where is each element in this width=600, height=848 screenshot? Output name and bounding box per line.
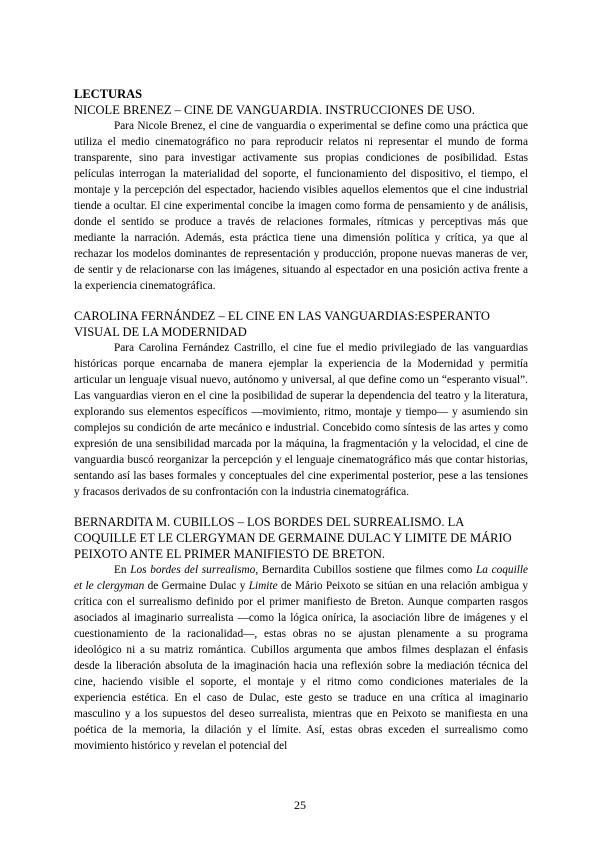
film-title: Los bordes del surrealismo xyxy=(130,564,256,576)
section-label: LECTURAS xyxy=(74,87,143,101)
section-body: Para Carolina Fernández Castrillo, el cine fue el medio privilegiado de las vanguardias históricas porque encarnaba de manera ejemplar la experiencia de la Modernidad y permitía articular un lenguaje visual nuevo, autónomo y universal, al que define como un “esperanto visual”. Las vanguardias vieron en el cine la posibilidad de superar la dependencia del teatro y la literatura, explorando sus elementos específicos —movimiento, ritmo, montaje y tiempo— y asumiendo sin complejos su condición de arte mecánico e industrial. Concebido como síntesis de las artes y como expresión de una sensibilidad marcada por la máquina, la fragmentación y la velocidad, el cine de vanguardia buscó reorganizar la percepción y el lenguaje cinematográfico más que contar historias, sentando así las bases formales y conceptuales del cine experimental posterior, pese a las tensiones y fracasos derivados de su confrontación con la industria cinematográfica. xyxy=(74,342,528,498)
section-brenez xyxy=(74,102,528,294)
section-heading: BERNARDITA M. CUBILLOS – LOS BORDES DEL SURREALISMO. LA COQUILLE ET LE CLERGYMAN DE GERMAINE DULAC Y LIMITE DE MÁRIO PEIXOTO ANTE EL PRIMER MANIFIESTO DE BRETON. xyxy=(74,515,512,561)
film-title: La coquille et le clergyman xyxy=(74,564,529,592)
section-fernandez xyxy=(74,308,528,500)
section-body: En Los bordes del surrealismo, Bernardita Cubillos sostiene que filmes como La coquille et le clergyman de Germaine Dulac y Limite de Mário Peixoto se sitúan en una relación ambigua y crítica con el surrealismo definido por el primer manifiesto de Breton. Aunque comparten rasgos asociados al imaginario surrealista —como la lógica onírica, la asociación libre de imágenes y el cuestionamiento de la racionalidad—, estas obras no se ajustan plenamente a su programa ideológico ni a su matriz romántica. Cubillos argumenta que ambos filmes desplazan el énfasis desde la liberación absoluta de la imaginación hacia una reflexión sobre la mediación técnica del cine, haciendo visible el soporte, el montaje y el ritmo como condiciones materiales de la experiencia estética. En el caso de Dulac, este gesto se traduce en una crítica al imaginario masculino y a los supuestos del deseo surrealista, mientras que en Peixoto se manifiesta en una poética de la memoria, la dilación y el límite. Así, estas obras exceden el surrealismo como movimiento histórico y revelan el potencial del xyxy=(74,564,529,752)
document-page xyxy=(74,86,528,754)
section-cubillos xyxy=(74,514,528,754)
page-number: 25 xyxy=(294,798,306,812)
film-title: Limite xyxy=(248,580,278,592)
section-body: Para Nicole Brenez, el cine de vanguardia o experimental se define como una práctica que utiliza el medio cinematográfico no para reproducir relatos ni representar el mundo de forma transparente, sino para investigar activamente sus propias condiciones de posibilidad. Estas películas interrogan la materialidad del soporte, el funcionamiento del dispositivo, el tiempo, el montaje y la percepción del espectador, haciendo visibles aquellos elementos que el cine industrial tiende a ocultar. El cine experimental concibe la imagen como forma de pensamiento y de análisis, donde el sentido se produce a través de relaciones formales, rítmicas y perceptivas más que mediante la narración. Además, esta práctica tiene una dimensión política y crítica, ya que al rechazar los modelos dominantes de representación y producción, propone nuevas maneras de ver, de sentir y de relacionarse con las imágenes, situando al espectador en una posición activa frente a la experiencia cinematográfica. xyxy=(74,120,528,292)
section-heading: CAROLINA FERNÁNDEZ – EL CINE EN LAS VANGUARDIAS:ESPERANTO VISUAL DE LA MODERNIDAD xyxy=(74,309,490,339)
section-heading: NICOLE BRENEZ – CINE DE VANGUARDIA. INSTRUCCIONES DE USO. xyxy=(74,103,475,117)
